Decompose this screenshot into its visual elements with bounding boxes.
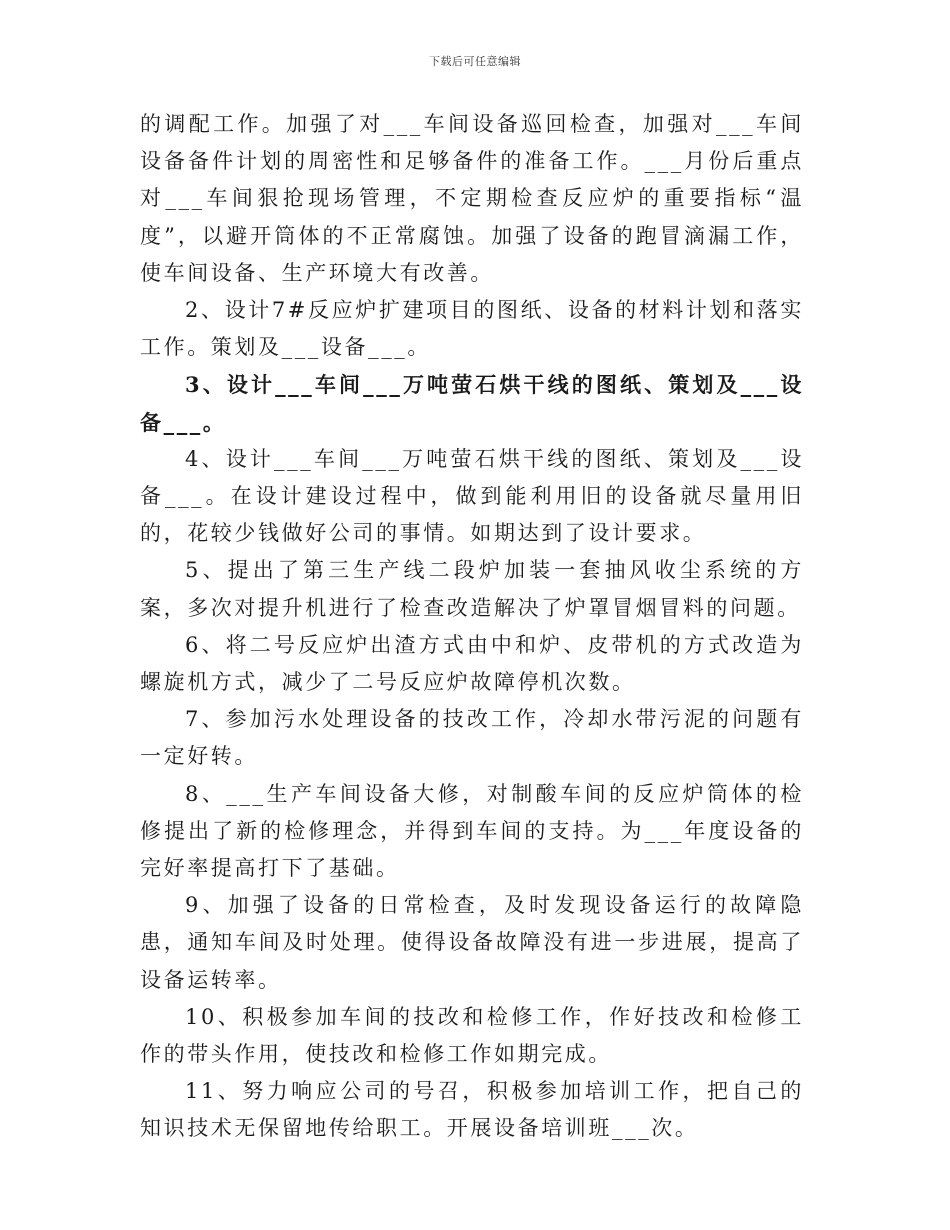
paragraph-item-8: 8、___生产车间设备大修，对制酸车间的反应炉筒体的检修提出了新的检修理念，并得到车间的支持。为___年度设备的完好率提高打下了基础。 <box>140 781 804 881</box>
document-body <box>140 106 804 1148</box>
paragraph-item-5: 5、提出了第三生产线二段炉加装一套抽风收尘系统的方案，多次对提升机进行了检查改造解决了炉罩冒烟冒料的问题。 <box>140 558 804 620</box>
paragraph-continuation: 的调配工作。加强了对___车间设备巡回检查，加强对___车间设备备件计划的周密性和足够备件的准备工作。___月份后重点对___车间狠抢现场管理，不定期检查反应炉的重要指标“温度”，以避开筒体的不正常腐蚀。加强了设备的跑冒滴漏工作，使车间设备、生产环境大有改善。 <box>140 112 804 285</box>
paragraph-item-2: 2、设计7#反应炉扩建项目的图纸、设备的材料计划和落实工作。策划及___设备___。 <box>140 298 804 360</box>
paragraph-item-10: 10、积极参加车间的技改和检修工作，作好技改和检修工作的带头作用，使技改和检修工作如期完成。 <box>140 1004 804 1067</box>
paragraph-item-9: 9、加强了设备的日常检查，及时发现设备运行的故障隐患，通知车间及时处理。使得设备故障没有进一步进展，提高了设备运转率。 <box>140 893 804 992</box>
paragraph-item-4: 4、设计___车间___万吨萤石烘干线的图纸、策划及___设备___。在设计建设过程中，做到能利用旧的设备就尽量用旧的，花较少钱做好公司的事情。如期达到了设计要求。 <box>140 446 804 546</box>
paragraph-item-7: 7、参加污水处理设备的技改工作，冷却水带污泥的问题有一定好转。 <box>140 707 804 769</box>
paragraph-item-11: 11、努力响应公司的号召，积极参加培训工作，把自己的知识技术无保留地传给职工。开展设备培训班___次。 <box>140 1079 804 1141</box>
paragraph-item-6: 6、将二号反应炉出渣方式由中和炉、皮带机的方式改造为螺旋机方式，减少了二号反应炉故障停机次数。 <box>140 632 804 695</box>
page-header: 下载后可任意编辑 <box>429 55 521 68</box>
paragraph-item-3: 3、设计___车间___万吨萤石烘干线的图纸、策划及___设备___。 <box>140 372 804 435</box>
